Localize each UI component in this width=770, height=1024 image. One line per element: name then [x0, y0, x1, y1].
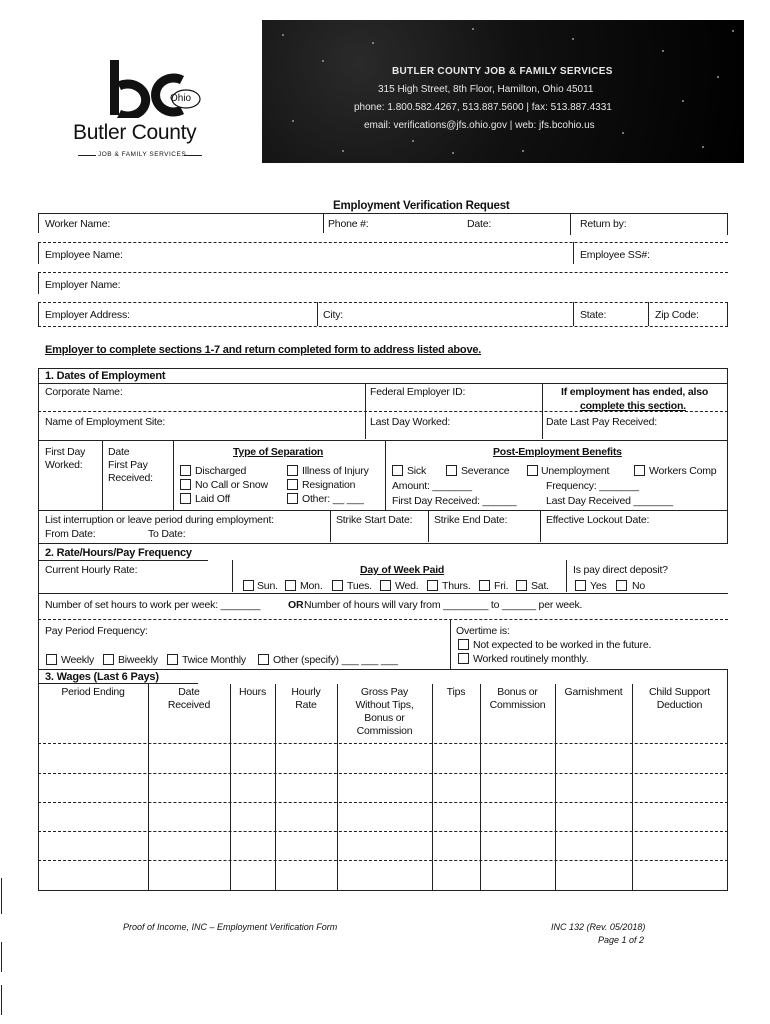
wages-cell-input[interactable] [232, 862, 273, 888]
scan-artifact [1, 985, 2, 1015]
wages-column-header: Bonus or Commission [489, 686, 546, 711]
wages-cell-input[interactable] [634, 862, 725, 888]
logo-ohio: Ohio [170, 93, 192, 104]
thurs-label: Thurs. [442, 580, 471, 592]
unemployment-label: Unemployment [541, 465, 610, 477]
not-expected-label: Not expected to be worked in the future. [473, 639, 652, 651]
tues-checkbox[interactable] [332, 580, 343, 591]
severance-label: Severance [461, 465, 510, 477]
scan-artifact [1, 878, 2, 914]
day-paid-heading: Day of Week Paid [360, 564, 445, 576]
if-ended-line1: If employment has ended, also [561, 386, 709, 398]
sick-label: Sick [407, 465, 427, 477]
wages-cell-input[interactable] [557, 804, 630, 829]
site-name-field[interactable] [150, 412, 360, 438]
wages-cell-input[interactable] [40, 745, 146, 771]
instruction-text: Employer to complete sections 1-7 and return completed form to address listed above. [45, 344, 482, 356]
other-separation-checkbox[interactable] [287, 493, 298, 504]
wages-cell-input[interactable] [482, 775, 553, 800]
first-pay-label-1: Date [108, 446, 130, 458]
wages-cell-input[interactable] [277, 862, 335, 888]
state-field[interactable] [612, 303, 644, 325]
to-date-label: To Date: [148, 528, 186, 540]
city-label: City: [323, 309, 344, 321]
banner-phone: phone: 1.800.582.4267, 513.887.5600 | fax: 513.887.4331 [354, 102, 612, 113]
wages-cell-input[interactable] [634, 745, 725, 771]
employee-ss-field[interactable] [655, 243, 725, 263]
employer-address-field[interactable] [140, 303, 312, 325]
deposit-no-checkbox[interactable] [616, 580, 627, 591]
phone-label: Phone #: [328, 218, 369, 230]
sick-checkbox[interactable] [392, 465, 403, 476]
wages-row-divider [38, 860, 728, 861]
wages-cell-input[interactable] [482, 745, 553, 771]
return-by-label: Return by: [580, 218, 627, 230]
worker-name-label: Worker Name: [45, 218, 111, 230]
wages-cell-input[interactable] [150, 804, 228, 829]
wages-cell-input[interactable] [40, 862, 146, 888]
banner-address: 315 High Street, 8th Floor, Hamilton, Ohio 45011 [378, 84, 594, 95]
date-field[interactable] [495, 214, 565, 232]
twice-monthly-label: Twice Monthly [182, 654, 246, 666]
employee-name-label: Employee Name: [45, 249, 123, 261]
scan-artifact [1, 942, 2, 972]
wages-row-divider [38, 743, 728, 744]
no-call-label: No Call or Snow [195, 479, 268, 491]
section3-heading: 3. Wages (Last 6 Pays) [45, 671, 159, 683]
biweekly-label: Biweekly [118, 654, 158, 666]
state-label: State: [580, 309, 607, 321]
interruption-label: List interruption or leave period during employment: [45, 514, 274, 526]
first-pay-label-3: Received: [108, 472, 153, 484]
wages-cell-input[interactable] [434, 745, 478, 771]
illness-label: Illness of Injury [302, 465, 369, 477]
wages-cell-input[interactable] [557, 745, 630, 771]
amount-label: Amount: _______ [392, 480, 472, 492]
worker-name-field[interactable] [100, 214, 315, 232]
from-date-field[interactable] [100, 527, 145, 540]
first-day-label-1: First Day [45, 446, 86, 458]
weekly-checkbox[interactable] [46, 654, 57, 665]
first-day-label-2: Worked: [45, 459, 83, 471]
strike-end-label: Strike End Date: [434, 514, 508, 526]
laid-off-label: Laid Off [195, 493, 230, 505]
logo-rule-left [78, 155, 96, 156]
strike-end-field[interactable] [434, 527, 536, 540]
federal-id-field[interactable] [465, 385, 537, 409]
wages-column-header: Date Received [167, 686, 211, 711]
wages-cell-input[interactable] [277, 745, 335, 771]
mon-checkbox[interactable] [285, 580, 296, 591]
last-day-received-label: Last Day Received _______ [546, 495, 673, 507]
logo-subtitle: JOB & FAMILY SERVICES [98, 151, 187, 158]
zip-label: Zip Code: [655, 309, 699, 321]
wages-row-divider [38, 802, 728, 803]
wages-cell-input[interactable] [232, 804, 273, 829]
wed-label: Wed. [395, 580, 419, 592]
resignation-checkbox[interactable] [287, 479, 298, 490]
footer-form-number: INC 132 (Rev. 05/2018) [551, 922, 646, 932]
deposit-no-label: No [632, 580, 646, 592]
phone-field[interactable] [370, 214, 462, 232]
footer-page-number: Page 1 of 2 [598, 935, 645, 945]
wages-cell-input[interactable] [557, 862, 630, 888]
mon-label: Mon. [300, 580, 323, 592]
not-expected-checkbox[interactable] [458, 639, 469, 650]
form-title: Employment Verification Request [333, 200, 510, 212]
wages-column-header: Garnishment [564, 686, 623, 698]
banner-email: email: verifications@jfs.ohio.gov | web: jfs.bcohio.us [364, 120, 595, 131]
wages-cell-input[interactable] [339, 804, 430, 829]
wages-cell-input[interactable] [434, 833, 478, 858]
wages-cell-input[interactable] [277, 833, 335, 858]
wages-cell-input[interactable] [150, 833, 228, 858]
wages-cell-input[interactable] [434, 775, 478, 800]
current-rate-field[interactable] [140, 562, 230, 576]
severance-checkbox[interactable] [446, 465, 457, 476]
other-frequency-checkbox[interactable] [258, 654, 269, 665]
sat-checkbox[interactable] [516, 580, 527, 591]
fri-label: Fri. [494, 580, 509, 592]
lockout-field[interactable] [546, 527, 723, 540]
wages-cell-input[interactable] [40, 804, 146, 829]
discharged-checkbox[interactable] [180, 465, 191, 476]
wages-row-divider [38, 773, 728, 774]
bc-logo-icon [104, 58, 204, 118]
deposit-yes-label: Yes [590, 580, 607, 592]
first-pay-label-2: First Pay [108, 459, 148, 471]
date-label: Date: [467, 218, 492, 230]
strike-start-label: Strike Start Date: [336, 514, 413, 526]
type-separation-heading: Type of Separation [233, 446, 324, 458]
sun-checkbox[interactable] [243, 580, 254, 591]
overtime-label: Overtime is: [456, 625, 510, 637]
current-rate-label: Current Hourly Rate: [45, 564, 138, 576]
wages-cell-input[interactable] [339, 745, 430, 771]
workers-comp-label: Workers Comp [649, 465, 717, 477]
wages-cell-input[interactable] [40, 775, 146, 800]
corporate-name-field[interactable] [125, 385, 360, 409]
sat-label: Sat. [531, 580, 549, 592]
direct-deposit-label: Is pay direct deposit? [573, 564, 668, 576]
wages-cell-input[interactable] [232, 775, 273, 800]
section1-heading: 1. Dates of Employment [45, 370, 166, 382]
date-last-pay-field[interactable] [665, 412, 723, 438]
other-frequency-label: Other (specify) ___ ___ ___ [273, 654, 398, 666]
wages-cell-input[interactable] [339, 862, 430, 888]
fri-checkbox[interactable] [479, 580, 490, 591]
wages-cell-input[interactable] [557, 833, 630, 858]
date-last-pay-label: Date Last Pay Received: [546, 416, 657, 428]
unemployment-checkbox[interactable] [527, 465, 538, 476]
wages-cell-input[interactable] [150, 745, 228, 771]
wages-cell-input[interactable] [634, 775, 725, 800]
section2-heading: 2. Rate/Hours/Pay Frequency [45, 547, 192, 559]
no-call-checkbox[interactable] [180, 479, 191, 490]
other-separation-label: Other: __ ___ [302, 493, 364, 505]
wages-column-header: Tips [446, 686, 466, 698]
sun-label: Sun. [257, 580, 278, 592]
wages-cell-input[interactable] [482, 833, 553, 858]
wages-cell-input[interactable] [434, 862, 478, 888]
site-name-label: Name of Employment Site: [45, 416, 166, 428]
corporate-name-label: Corporate Name: [45, 386, 123, 398]
lockout-label: Effective Lockout Date: [546, 514, 650, 526]
employer-address-label: Employer Address: [45, 309, 130, 321]
set-hours-label: Number of set hours to work per week: _______ [45, 599, 261, 611]
wages-cell-input[interactable] [150, 862, 228, 888]
employee-ss-label: Employee SS#: [580, 249, 650, 261]
laid-off-checkbox[interactable] [180, 493, 191, 504]
wages-cell-input[interactable] [40, 833, 146, 858]
pay-frequency-label: Pay Period Frequency: [45, 625, 148, 637]
wages-cell-input[interactable] [634, 804, 725, 829]
wages-column-header: Hours [238, 686, 266, 698]
strike-start-field[interactable] [336, 527, 424, 540]
employee-name-field[interactable] [128, 243, 568, 263]
hours-vary-label: Number of hours will vary from ________ to ______ per week. [304, 599, 583, 611]
logo-county-name: Butler County [73, 121, 197, 144]
last-day-field[interactable] [455, 412, 537, 438]
or-label: OR [288, 599, 304, 611]
deposit-yes-checkbox[interactable] [575, 580, 586, 591]
header-banner [262, 20, 744, 163]
wages-cell-input[interactable] [339, 775, 430, 800]
last-day-label: Last Day Worked: [370, 416, 451, 428]
wages-cell-input[interactable] [232, 745, 273, 771]
wages-cell-input[interactable] [339, 833, 430, 858]
wages-cell-input[interactable] [557, 775, 630, 800]
resignation-label: Resignation [302, 479, 356, 491]
wages-cell-input[interactable] [634, 833, 725, 858]
wages-column-header: Child Support Deduction [648, 686, 711, 711]
tues-label: Tues. [347, 580, 372, 592]
banner-title: BUTLER COUNTY JOB & FAMILY SERVICES [392, 66, 613, 77]
federal-id-label: Federal Employer ID: [370, 386, 466, 398]
if-ended-line2: complete this section. [580, 400, 686, 412]
to-date-field[interactable] [190, 527, 325, 540]
illness-checkbox[interactable] [287, 465, 298, 476]
wages-column-header: Period Ending [61, 686, 125, 698]
wed-checkbox[interactable] [380, 580, 391, 591]
biweekly-checkbox[interactable] [103, 654, 114, 665]
first-day-received-label: First Day Received: ______ [392, 495, 517, 507]
return-by-field[interactable] [630, 214, 722, 232]
wages-cell-input[interactable] [232, 833, 273, 858]
post-benefits-heading: Post-Employment Benefits [493, 446, 622, 458]
from-date-label: From Date: [45, 528, 96, 540]
wages-cell-input[interactable] [482, 804, 553, 829]
logo-rule-right [184, 155, 202, 156]
wages-row-divider [38, 831, 728, 832]
frequency-label: Frequency: _______ [546, 480, 639, 492]
footer-form-name: Proof of Income, INC – Employment Verification Form [123, 922, 338, 932]
wages-cell-input[interactable] [150, 775, 228, 800]
thurs-checkbox[interactable] [427, 580, 438, 591]
worked-routinely-checkbox[interactable] [458, 653, 469, 664]
wages-cell-input[interactable] [482, 862, 553, 888]
city-field[interactable] [350, 303, 568, 325]
zip-field[interactable] [700, 303, 725, 325]
twice-monthly-checkbox[interactable] [167, 654, 178, 665]
wages-column-header: Hourly Rate [291, 686, 321, 711]
wages-cell-input[interactable] [277, 775, 335, 800]
worked-routinely-label: Worked routinely monthly. [473, 653, 589, 665]
discharged-label: Discharged [195, 465, 247, 477]
wages-cell-input[interactable] [434, 804, 478, 829]
wages-cell-input[interactable] [277, 804, 335, 829]
workers-comp-checkbox[interactable] [634, 465, 645, 476]
wages-column-header: Gross Pay Without Tips, Bonus or Commission [355, 686, 414, 737]
employer-name-label: Employer Name: [45, 279, 121, 291]
weekly-label: Weekly [61, 654, 95, 666]
employer-name-field[interactable] [125, 273, 725, 293]
